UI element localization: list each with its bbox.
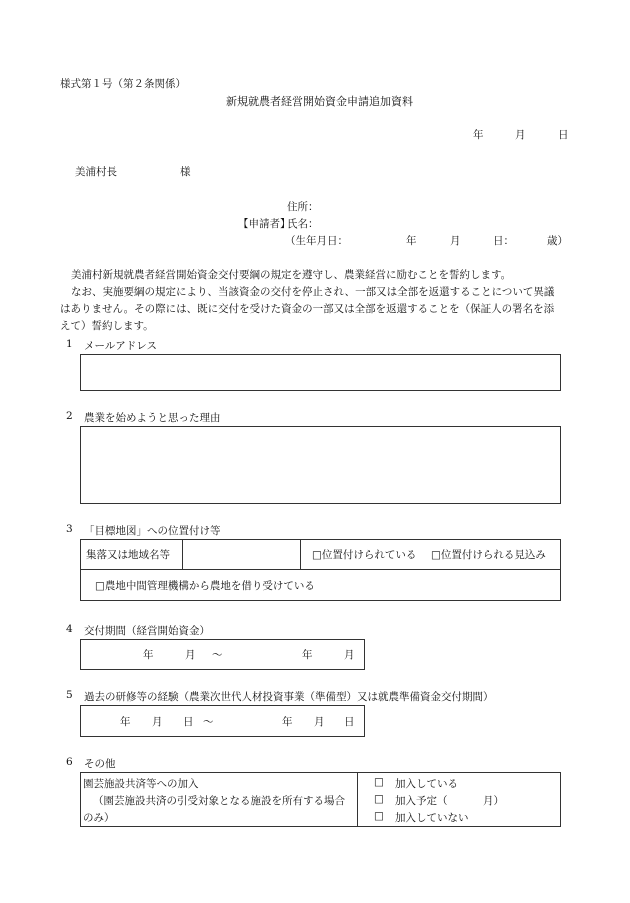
enrolled-label: 加入している <box>395 778 458 790</box>
training-end-day-label: 日 <box>344 716 355 728</box>
not-enrolled-label: 加入していない <box>395 812 469 824</box>
insurance-label: 園芸施設共済等への加入 <box>83 778 199 790</box>
table-divider <box>80 569 561 570</box>
section-5-number: 5 <box>66 689 73 701</box>
form-number: 様式第１号（第２条関係） <box>60 78 186 90</box>
grant-period-field[interactable] <box>80 639 365 670</box>
training-start-month-label: 月 <box>152 716 163 728</box>
section-6-title: その他 <box>84 758 116 770</box>
birth-day-label: 日： <box>493 235 514 247</box>
not-enrolled-checkbox[interactable]: □ <box>374 810 384 822</box>
addressee-name: 美浦村長 <box>75 166 117 178</box>
reason-textarea[interactable] <box>80 426 561 504</box>
document-title: 新規就農者経営開始資金申請追加資料 <box>226 95 413 108</box>
section-4-title: 交付期間（経営開始資金） <box>84 625 210 637</box>
positioned-checkbox[interactable]: □位置付けられている <box>312 549 417 561</box>
birth-month-label: 月 <box>450 235 461 247</box>
training-start-day-label: 日 <box>183 716 194 728</box>
training-end-month-label: 月 <box>314 716 325 728</box>
community-name-label: 集落又は地域名等 <box>86 549 170 561</box>
date-year-label: 年 <box>473 129 484 141</box>
expected-positioned-checkbox[interactable]: □位置付けられる見込み <box>431 549 546 561</box>
end-year-label: 年 <box>302 649 313 661</box>
planned-checkbox[interactable]: □ <box>374 793 384 805</box>
pledge-line: えて）誓約します。 <box>60 320 154 332</box>
date-month-label: 月 <box>515 129 526 141</box>
planned-month-label: 月） <box>483 795 504 807</box>
start-year-label: 年 <box>143 649 154 661</box>
section-2-title: 農業を始めようと思った理由 <box>84 412 221 424</box>
age-label: 歳） <box>547 235 568 247</box>
section-5-title: 過去の研修等の経験（農業次世代人材投資事業（準備型）又は就農準備資金交付期間） <box>84 691 494 703</box>
training-tilde: ～ <box>203 716 214 728</box>
period-tilde: ～ <box>212 649 223 661</box>
section-6-number: 6 <box>66 756 73 768</box>
section-4-number: 4 <box>66 623 73 635</box>
enrolled-checkbox[interactable]: □ <box>374 776 384 788</box>
start-month-label: 月 <box>185 649 196 661</box>
planned-label: 加入予定（ <box>395 795 448 807</box>
pledge-line: なお、実施要綱の規定により、当該資金の交付を停止され、一部又は全部を返還することについて異議 <box>71 286 555 298</box>
land-lease-checkbox[interactable]: □農地中間管理機構から農地を借り受けている <box>95 580 315 592</box>
insurance-note: （園芸施設共済の引受対象となる施設を所有する場合 <box>93 795 345 807</box>
training-end-year-label: 年 <box>282 716 293 728</box>
email-field[interactable] <box>80 354 561 391</box>
applicant-address-label: 住所： <box>287 201 319 213</box>
pledge-text <box>60 267 570 335</box>
end-month-label: 月 <box>344 649 355 661</box>
birthdate-label: （生年月日： <box>285 235 348 247</box>
section-1-number: 1 <box>66 338 73 350</box>
pledge-line: 美浦村新規就農者経営開始資金交付要綱の規定を遵守し、農業経営に励むことを誓約します。 <box>71 269 512 281</box>
section-2-number: 2 <box>66 410 73 422</box>
table-divider <box>357 772 358 827</box>
section-1-title: メールアドレス <box>84 340 157 352</box>
training-start-year-label: 年 <box>120 716 131 728</box>
section-3-number: 3 <box>66 523 73 535</box>
birth-year-label: 年 <box>406 235 417 247</box>
pledge-line: はありません。その際には、既に交付を受けた資金の一部又は全部を返還することを（保証人の署名を添 <box>60 303 555 315</box>
date-day-label: 日 <box>558 129 569 141</box>
addressee-honorific: 様 <box>180 166 191 178</box>
section-3-title: 「目標地図」への位置付け等 <box>84 525 221 537</box>
applicant-name-label: 氏名： <box>287 218 319 230</box>
community-name-field[interactable] <box>183 540 300 569</box>
applicant-label: 【申請者】 <box>238 218 291 230</box>
insurance-note-end: のみ） <box>83 812 115 824</box>
table-divider <box>300 539 301 569</box>
